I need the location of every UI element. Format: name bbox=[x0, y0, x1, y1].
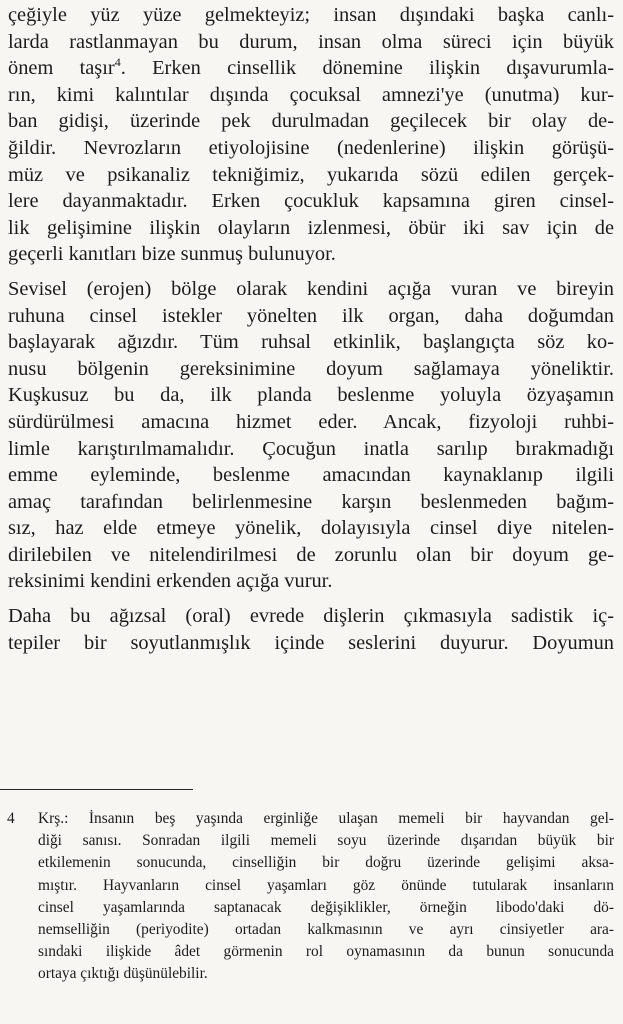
text-line: çeğiyle yüz yüze gelmekteyiz; insan dışındaki başka canlı- bbox=[8, 4, 614, 26]
footnote-line: ortaya çıktığı düşünülebilir. bbox=[38, 965, 208, 983]
footnote-reference: 4 bbox=[114, 55, 121, 70]
text-line: ğildir. Nevrozların etiyolojisine (nedenlerine) ilişkin görüşü- bbox=[8, 136, 614, 159]
text-line: amaç tarafından belirlenmesine karşın beslenmeden bağım- bbox=[8, 490, 614, 513]
text-line: dirilebilen ve nitelendirilmesi de zorunlu olan bir doyum ge- bbox=[8, 543, 614, 566]
text-line: tepiler bir soyutlanmışlık içinde seslerini duyurur. Doyumun bbox=[8, 631, 614, 654]
text-line: geçerli kanıtları bize sunmuş bulunuyor. bbox=[8, 243, 336, 266]
text-line: sız, haz elde etmeye yönelik, dolayısıyla cinsel diye nitelen- bbox=[8, 517, 614, 540]
text-line: ruhuna cinsel istekler yönelten ilk organ, daha doğumdan bbox=[8, 304, 614, 327]
text-line: Kuşkusuz bu da, ilk planda beslenme yoluyla özyaşamın bbox=[8, 384, 614, 407]
footnote-line: sındaki ilişkide âdet görmenin rol oynamasının da bunun sonucunda bbox=[38, 943, 614, 961]
footnote-divider bbox=[0, 789, 193, 790]
main-text bbox=[8, 2, 614, 656]
text-line: lik gelişimine ilişkin olayların izlenmesi, öbür iki sav için de bbox=[8, 216, 614, 239]
text-line: limle karıştırılmamalıdır. Çocuğun inatla sarılıp bırakmadığı bbox=[8, 437, 614, 460]
text-line: önem taşır$^4$. Erken cinsellik dönemine ilişkin dışavurumla- bbox=[8, 55, 614, 80]
text-line: nusu bölgenin gereksinimine doyum sağlamaya yöneliktir. bbox=[8, 357, 614, 380]
footnote-line: nemselliğin (periyodite) ortadan kalkmasının ve ayrı cinsiyetler ara- bbox=[38, 921, 614, 939]
text-line: sürdürülmesi amacına hizmet eder. Ancak, fizyoloji ruhbi- bbox=[8, 410, 614, 433]
text-segment: önem taşır bbox=[8, 57, 115, 80]
footnote-line: diği sanısı. Sonradan ilgili memeli soyu üzerinde dışarıdan büyük bir bbox=[38, 832, 614, 850]
footnote-line: Krş.: İnsanın beş yaşında erginliğe ulaşan memeli bir hayvandan gel- bbox=[38, 810, 614, 827]
paragraph-2 bbox=[8, 276, 614, 595]
footnote-number: 4 bbox=[7, 810, 15, 827]
text-line: lere dayanmaktadır. Erken çocukluk kapsamına giren cinsel- bbox=[8, 190, 614, 213]
footnote-line: mıştır. Hayvanların cinsel yaşamları göz önünde tutularak insanların bbox=[38, 876, 614, 894]
text-line: müz ve psikanaliz tekniğimiz, yukarıda sözü edilen gerçek- bbox=[8, 163, 614, 186]
text-line: larda rastlanmayan bu durum, insan olma süreci için büyük bbox=[8, 30, 614, 53]
text-line: emme eyleminde, beslenme amacından kaynaklanıp ilgili bbox=[8, 464, 614, 487]
text-line: başlayarak ağızdır. Tüm ruhsal etkinlik, başlangıçta söz ko- bbox=[8, 331, 614, 354]
text-segment: Erken cinsellik dönemine ilişkin dışavurumla- bbox=[152, 57, 614, 80]
text-line: ban gidişi, üzerinde pek durulmadan geçilecek bir olay de- bbox=[8, 110, 614, 133]
text-line: Sevisel (erojen) bölge olarak kendini açığa vuran ve bireyin bbox=[8, 277, 614, 300]
footnote-line: etkilemenin sonucunda, cinselliğin bir doğru üzerinde gelişimi aksa- bbox=[38, 854, 614, 872]
text-line: Daha bu ağızsal (oral) evrede dişlerin çıkmasıyla sadistik iç- bbox=[8, 605, 614, 628]
text-line: rın, kimi kalıntılar dışında çocuksal amnezi'ye (unutma) kur- bbox=[8, 83, 614, 106]
text-line: reksinimi kendini erkenden açığa vurur. bbox=[8, 570, 333, 593]
paragraph-3 bbox=[8, 603, 614, 656]
paragraph-1 bbox=[8, 2, 614, 268]
footnote-line: cinsel yaşamlarında saptanacak değişiklikler, örneğin libodo'daki dö- bbox=[38, 898, 614, 916]
footnote-text bbox=[38, 808, 614, 986]
